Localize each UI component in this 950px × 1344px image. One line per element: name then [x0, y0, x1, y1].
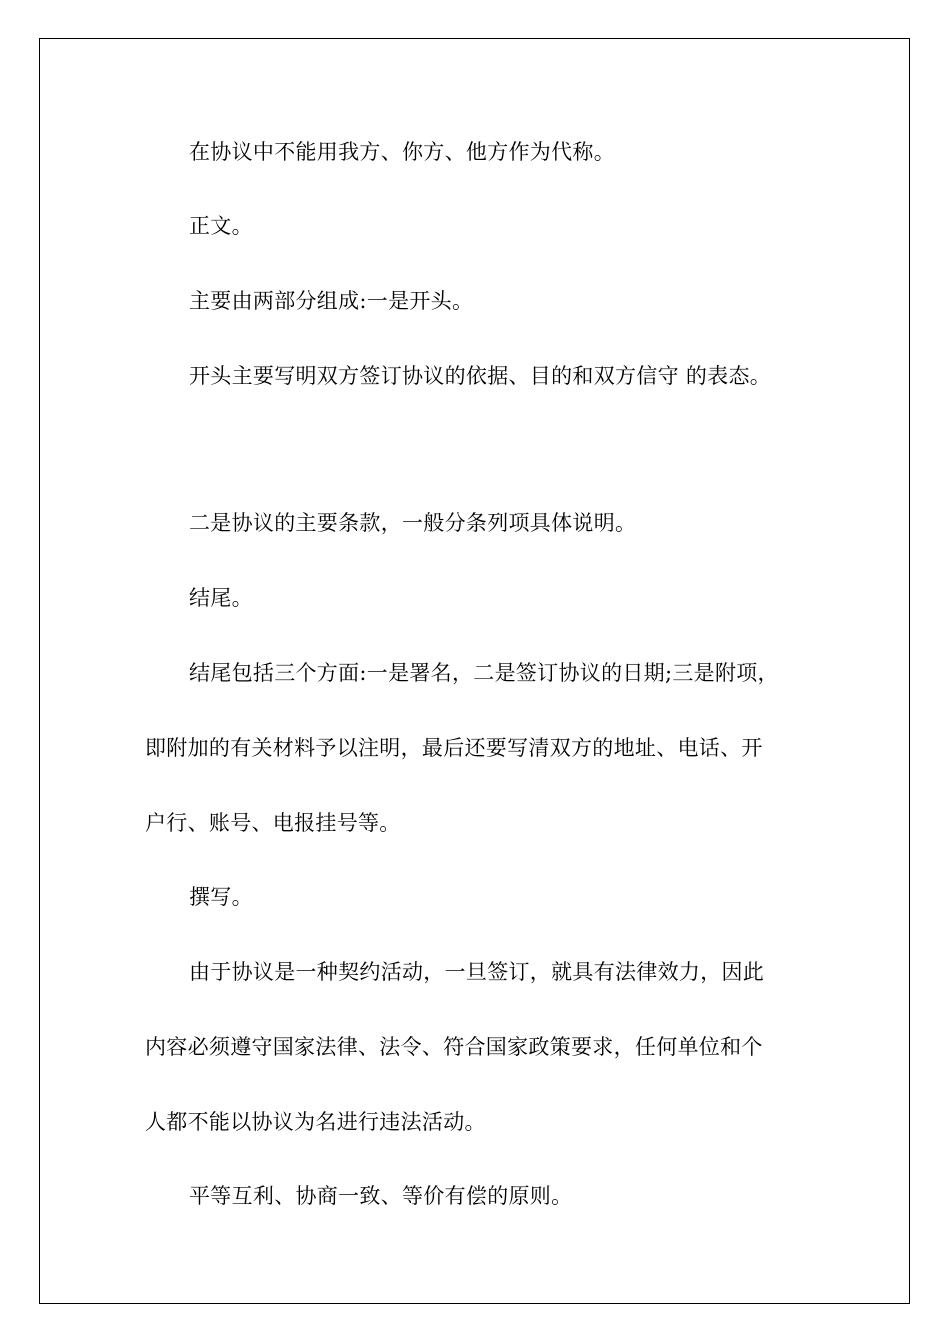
text-line: 内容必须遵守国家法律、法令、符合国家政策要求，任何单位和个	[145, 1035, 763, 1059]
text-line: 人都不能以协议为名进行违法活动。	[145, 1110, 486, 1134]
text-line: 主要由两部分组成:一是开头。	[189, 289, 474, 313]
text-line: 即附加的有关材料予以注明，最后还要写清双方的地址、电话、开	[145, 736, 763, 760]
text-line: 结尾。	[189, 586, 253, 610]
text-line: 二是协议的主要条款，一般分条列项具体说明。	[189, 511, 637, 535]
text-line: 结尾包括三个方面:一是署名，二是签订协议的日期;三是附项，	[189, 661, 779, 685]
text-line: 平等互利、协商一致、等价有偿的原则。	[189, 1184, 573, 1208]
text-line: 由于协议是一种契约活动，一旦签订，就具有法律效力，因此	[189, 960, 765, 984]
text-line: 开头主要写明双方签订协议的依据、目的和双方信守 的表态。	[189, 364, 772, 388]
text-line: 撰写。	[189, 885, 253, 909]
text-line: 在协议中不能用我方、你方、他方作为代称。	[189, 140, 615, 164]
text-line: 正文。	[189, 214, 253, 238]
text-line: 户行、账号、电报挂号等。	[145, 811, 401, 835]
